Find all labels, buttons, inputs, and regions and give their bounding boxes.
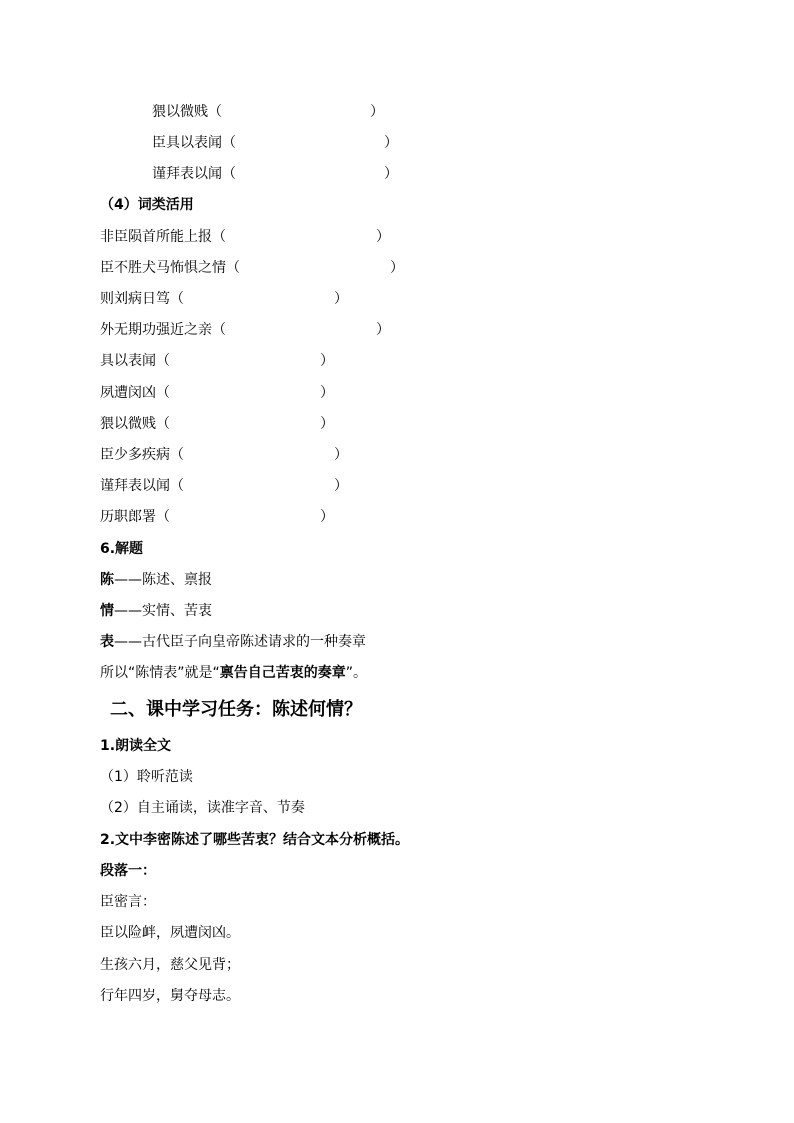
- fill-line: 猥以微贱（ ）: [152, 104, 384, 120]
- fill-line: 谨拜表以闻（ ）: [152, 166, 398, 182]
- fill-line: 谨拜表以闻（ ）: [100, 478, 348, 494]
- fill-line: 外无期功强近之亲（ ）: [100, 322, 390, 338]
- text-line: 行年四岁，舅夺母志。: [100, 988, 240, 1004]
- fill-line: 具以表闻（ ）: [100, 353, 334, 369]
- list-item: （2）自主诵读，读准字音、节奏: [100, 800, 305, 816]
- fill-line: 臣具以表闻（ ）: [152, 135, 398, 151]
- definition-line: 表——古代臣子向皇帝陈述请求的一种奏章: [100, 634, 366, 650]
- paragraph-label: 段落一：: [100, 863, 156, 879]
- fill-line: 则刘病日笃（ ）: [100, 291, 348, 307]
- fill-line: 臣少多疾病（ ）: [100, 447, 348, 463]
- section-heading: （4）词类活用: [100, 197, 194, 213]
- fill-line: 臣不胜犬马怖惧之情（ ）: [100, 260, 404, 276]
- list-item: （1）聆听范读: [100, 769, 193, 785]
- section-title: 二、课中学习任务：陈述何情？: [110, 699, 362, 720]
- text-line: 生孩六月，慈父见背；: [100, 957, 240, 973]
- definition-line: 情——实情、苦衷: [100, 603, 212, 619]
- fill-line: 历职郎署（ ）: [100, 509, 334, 525]
- section-heading: 1.朗读全文: [100, 738, 172, 754]
- section-heading: 2.文中李密陈述了哪些苦衷？结合文本分析概括。: [100, 832, 410, 848]
- text-line: 臣密言：: [100, 894, 156, 910]
- summary-line: 所以“陈情表”就是“禀告自己苦衷的奏章”。: [100, 665, 368, 681]
- definition-line: 陈——陈述、禀报: [100, 572, 212, 588]
- fill-line: 猥以微贱（ ）: [100, 416, 334, 432]
- fill-line: 非臣陨首所能上报（ ）: [100, 229, 390, 245]
- text-line: 臣以险衅，夙遭闵凶。: [100, 925, 240, 941]
- section-heading: 6.解题: [100, 541, 144, 557]
- fill-line: 夙遭闵凶（ ）: [100, 385, 334, 401]
